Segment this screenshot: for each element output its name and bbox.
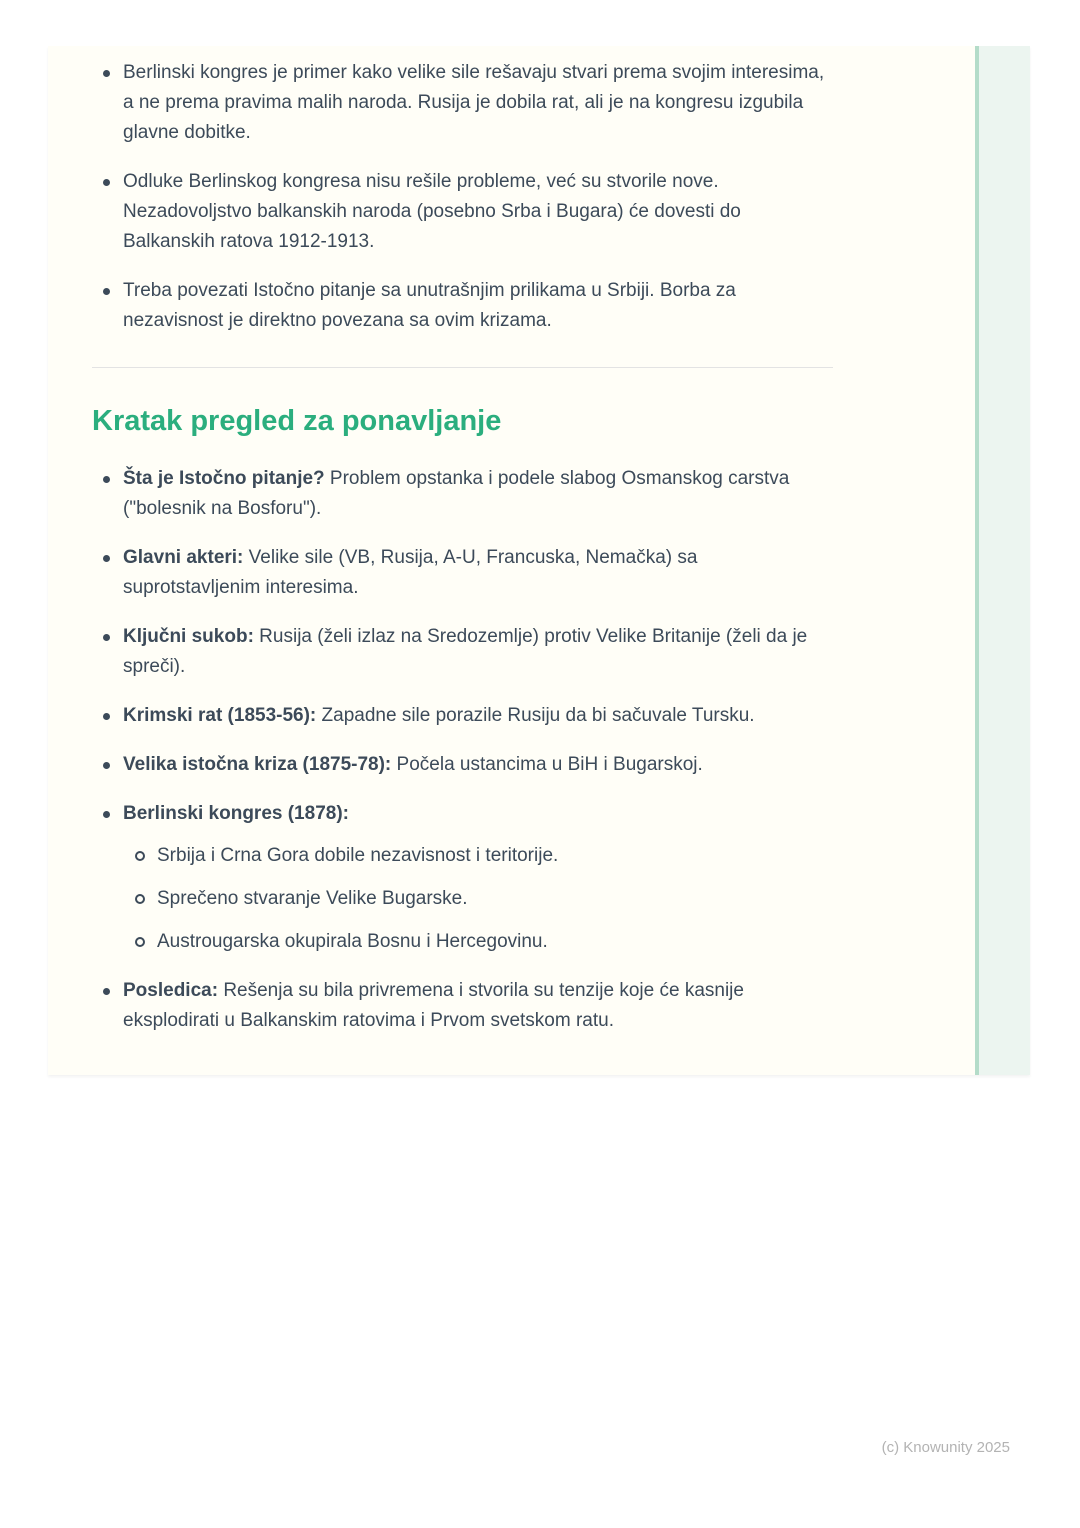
list-item xyxy=(92,543,833,603)
list-item-lead: Velika istočna kriza (1875-78): xyxy=(123,754,392,775)
sub-list-item xyxy=(123,927,833,957)
sub-list-item-text: Sprečeno stvaranje Velike Bugarske. xyxy=(157,888,468,909)
accent-strip xyxy=(975,46,1030,1075)
list-item-text: Rusija (želi izlaz na Sredozemlje) protiv Velike Britanije (želi da je spreči). xyxy=(123,626,808,677)
sub-list-item xyxy=(123,884,833,914)
list-item-lead: Krimski rat (1853-56): xyxy=(123,705,317,726)
list-item-lead: Berlinski kongres (1878): xyxy=(123,803,349,824)
notes-list-top xyxy=(92,58,833,336)
list-item-lead: Šta je Istočno pitanje? xyxy=(123,468,325,489)
sub-list xyxy=(123,841,833,957)
list-item xyxy=(92,750,833,780)
sub-list-item xyxy=(123,841,833,871)
sub-list-item-text: Srbija i Crna Gora dobile nezavisnost i teritorije. xyxy=(157,845,559,866)
list-item xyxy=(92,799,833,957)
list-item xyxy=(92,58,833,148)
list-item-lead: Ključni sukob: xyxy=(123,626,254,647)
sub-list-item-text: Austrougarska okupirala Bosnu i Hercegovinu. xyxy=(157,931,548,952)
list-item-text: Rešenja su bila privremena i stvorila su tenzije koje će kasnije eksplodirati u Balkanskim ratovima i Prvom svetskom ratu. xyxy=(123,980,744,1031)
list-item-text: Zapadne sile porazile Rusiju da bi sačuvale Tursku. xyxy=(316,705,755,726)
copyright-text: (c) Knowunity 2025 xyxy=(881,1439,1010,1456)
list-item xyxy=(92,276,833,336)
list-item xyxy=(92,976,833,1036)
list-item-text: Velike sile (VB, Rusija, A-U, Francuska, Nemačka) sa suprotstavljenim interesima. xyxy=(123,547,698,598)
section-heading: Kratak pregled za ponavljanje xyxy=(92,405,502,437)
list-item-lead: Glavni akteri: xyxy=(123,547,244,568)
section-divider xyxy=(92,367,833,368)
list-item-text: Odluke Berlinskog kongresa nisu rešile probleme, već su stvorile nove. Nezadovoljstvo balkanskih naroda (posebno Srba i Bugara) će dovesti do Balkanskih ratova 1912-1913. xyxy=(123,171,741,252)
list-item-text: Treba povezati Istočno pitanje sa unutrašnjim prilikama u Srbiji. Borba za nezavisnost je direktno povezana sa ovim krizama. xyxy=(123,280,736,331)
document-content xyxy=(92,58,833,1036)
document-sheet xyxy=(48,46,1030,1075)
list-item-text: Berlinski kongres je primer kako velike sile rešavaju stvari prema svojim interesima, a ne prema pravima malih naroda. Rusija je dobila rat, ali je na kongresu izgubila glavne dobitke. xyxy=(123,62,825,143)
list-item-text: Počela ustancima u BiH i Bugarskoj. xyxy=(391,754,703,775)
list-item xyxy=(92,701,833,731)
list-item xyxy=(92,622,833,682)
list-item-text: Problem opstanka i podele slabog Osmanskog carstva ("bolesnik na Bosforu"). xyxy=(123,468,790,519)
list-item xyxy=(92,167,833,257)
list-item-lead: Posledica: xyxy=(123,980,219,1001)
list-item xyxy=(92,464,833,524)
summary-list xyxy=(92,464,833,1036)
